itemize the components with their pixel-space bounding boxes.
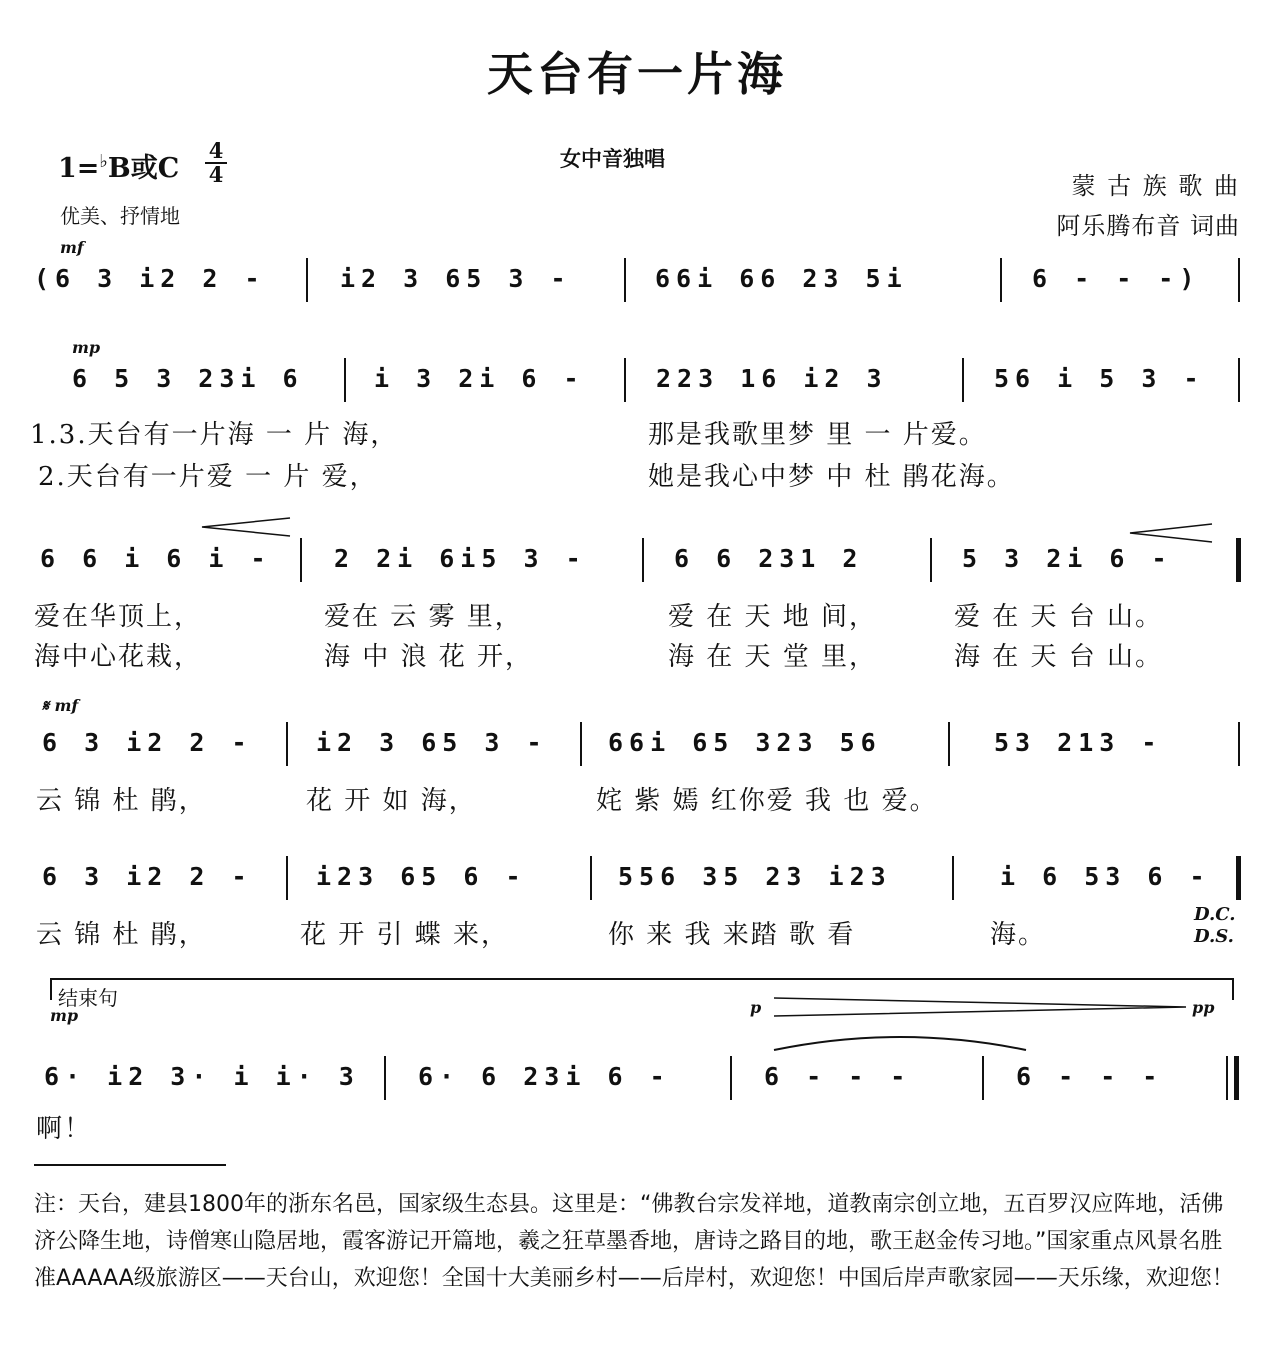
measure: i2 3 65 3 - <box>340 264 572 293</box>
final-barline <box>1234 1056 1239 1100</box>
lyric: 云 锦 杜 鹃， <box>36 920 207 950</box>
notation-line-6 <box>0 1056 1274 1116</box>
measure: 53 213 - <box>994 728 1163 757</box>
barline <box>730 1056 732 1100</box>
final-barline <box>1236 856 1241 900</box>
lyric: 啊！ <box>36 1114 93 1144</box>
dynamic-mark: mp <box>50 1006 79 1025</box>
lyric: 你 来 我 来踏 歌 看 <box>608 920 856 950</box>
barline <box>930 538 932 582</box>
barline <box>306 258 308 302</box>
lyric: 2.天台有一片爱 一 片 爱， <box>38 462 378 492</box>
measure: 6 3 i2 2 - <box>42 862 253 891</box>
repeat-barline <box>1236 538 1241 582</box>
barline <box>1000 258 1002 302</box>
measure: 66i 66 23 5i <box>655 264 908 293</box>
barline <box>952 856 954 900</box>
dynamic-mark: mp <box>72 338 101 357</box>
notation-line-3 <box>0 538 1274 598</box>
notation-line-4 <box>0 722 1274 782</box>
barline <box>286 856 288 900</box>
measure: 6 - - - <box>1016 1062 1164 1091</box>
key-prefix: 1= <box>58 153 100 184</box>
barline <box>982 1056 984 1100</box>
measure: 6 - - -) <box>1032 264 1201 293</box>
dynamic-mark: mf <box>60 238 84 257</box>
credit-author: 阿乐腾布音 词曲 <box>1056 212 1240 240</box>
voice-type: 女中音独唱 <box>560 147 665 171</box>
lyric: 云 锦 杜 鹃， <box>36 786 207 816</box>
barline <box>962 358 964 402</box>
lyric: 爱 在 天 台 山。 <box>954 602 1164 632</box>
dal-segno-mark: D.S. <box>1194 926 1234 947</box>
barline <box>384 1056 386 1100</box>
time-signature <box>205 140 227 186</box>
barline <box>286 722 288 766</box>
time-denominator: 4 <box>208 162 224 187</box>
time-numerator: 4 <box>208 138 224 163</box>
notation-line-1 <box>0 258 1274 318</box>
measure: i23 65 6 - <box>316 862 527 891</box>
lyric: 1.3.天台有一片海 一 片 海， <box>30 420 399 450</box>
lyric: 花 开 如 海， <box>306 786 477 816</box>
decrescendo-hairpin <box>772 996 1188 1018</box>
measure: 223 16 i2 3 <box>656 364 888 393</box>
lyric: 爱 在 天 地 间， <box>668 602 878 632</box>
barline <box>624 358 626 402</box>
footnote: 注：天台，建县1800年的浙东名邑，国家级生态县。这里是：“佛教台宗发祥地，道教南宗创立地，五百罗汉应阵地，活佛济公降生地，诗僧寒山隐居地，霞客游记开篇地，羲之狂草墨香地，唐诗之路目的地，歌王赵金传习地。”国家重点风景名胜准AAAAA级旅游区——天台山，欢迎您！全国十大美丽乡村——后岸村，欢迎您！中国后岸声歌家园——天乐缘，欢迎您！ <box>34 1192 1234 1291</box>
barline <box>1238 258 1240 302</box>
key-name: B或C <box>107 153 180 184</box>
lyric: 爱在华顶上， <box>34 602 203 632</box>
segno-dynamic-mark: 𝄋 mf <box>42 696 79 715</box>
barline <box>1238 358 1240 402</box>
tie-arc <box>770 1030 1030 1054</box>
lyric: 海中心花栽， <box>34 642 203 672</box>
measure: i2 3 65 3 - <box>316 728 548 757</box>
measure: 6· 6 23i 6 - <box>418 1062 671 1091</box>
flat-sign: ♭ <box>99 151 108 172</box>
measure: 556 35 23 i23 <box>618 862 892 891</box>
lyric: 那是我歌里梦 里 一 片爱。 <box>648 420 987 450</box>
coda-label: 结束句 <box>58 986 118 1010</box>
footnote-rule <box>34 1164 226 1166</box>
measure: 6 6 i 6 i - <box>40 544 272 573</box>
measure: 2 2i 6i5 3 - <box>334 544 587 573</box>
measure: 6 5 3 23i 6 <box>72 364 304 393</box>
barline <box>580 722 582 766</box>
lyric: 海 在 天 台 山。 <box>954 642 1164 672</box>
song-title: 天台有一片海 <box>487 47 787 101</box>
measure: 5 3 2i 6 - <box>962 544 1173 573</box>
credit-origin: 蒙 古 族 歌 曲 <box>1071 172 1240 200</box>
tempo-marking: 优美、抒情地 <box>60 204 180 228</box>
lyric: 海。 <box>990 920 1047 950</box>
barline <box>300 538 302 582</box>
barline <box>344 358 346 402</box>
barline <box>642 538 644 582</box>
barline <box>624 258 626 302</box>
barline <box>590 856 592 900</box>
lyric: 爱在 云 雾 里， <box>324 602 523 632</box>
dynamic-p: p <box>750 998 762 1017</box>
barline <box>1238 722 1240 766</box>
measure: 6 3 i2 2 - <box>42 728 253 757</box>
measure: (6 3 i2 2 - <box>34 264 266 293</box>
measure: 66i 65 323 56 <box>608 728 882 757</box>
measure: 56 i 5 3 - <box>994 364 1205 393</box>
dynamic-pp: pp <box>1192 998 1215 1017</box>
lyric: 花 开 引 蝶 来， <box>300 920 510 950</box>
lyric: 姹 紫 嫣 红你爱 我 也 爱。 <box>596 786 938 816</box>
lyric: 海 在 天 堂 里， <box>668 642 878 672</box>
crescendo-hairpin <box>200 516 292 538</box>
lyric: 她是我心中梦 中 杜 鹃花海。 <box>648 462 1015 492</box>
measure: i 3 2i 6 - <box>374 364 585 393</box>
measure: i 6 53 6 - <box>1000 862 1211 891</box>
barline <box>948 722 950 766</box>
barline <box>1226 1056 1228 1100</box>
notation-line-2 <box>0 358 1274 418</box>
notation-line-5 <box>0 856 1274 916</box>
key-signature <box>58 146 179 185</box>
measure: 6· i2 3· i i· 3 <box>44 1062 360 1091</box>
da-capo-mark: D.C. <box>1194 904 1236 925</box>
lyric: 海 中 浪 花 开， <box>324 642 534 672</box>
measure: 6 6 231 2 <box>674 544 864 573</box>
measure: 6 - - - <box>764 1062 912 1091</box>
